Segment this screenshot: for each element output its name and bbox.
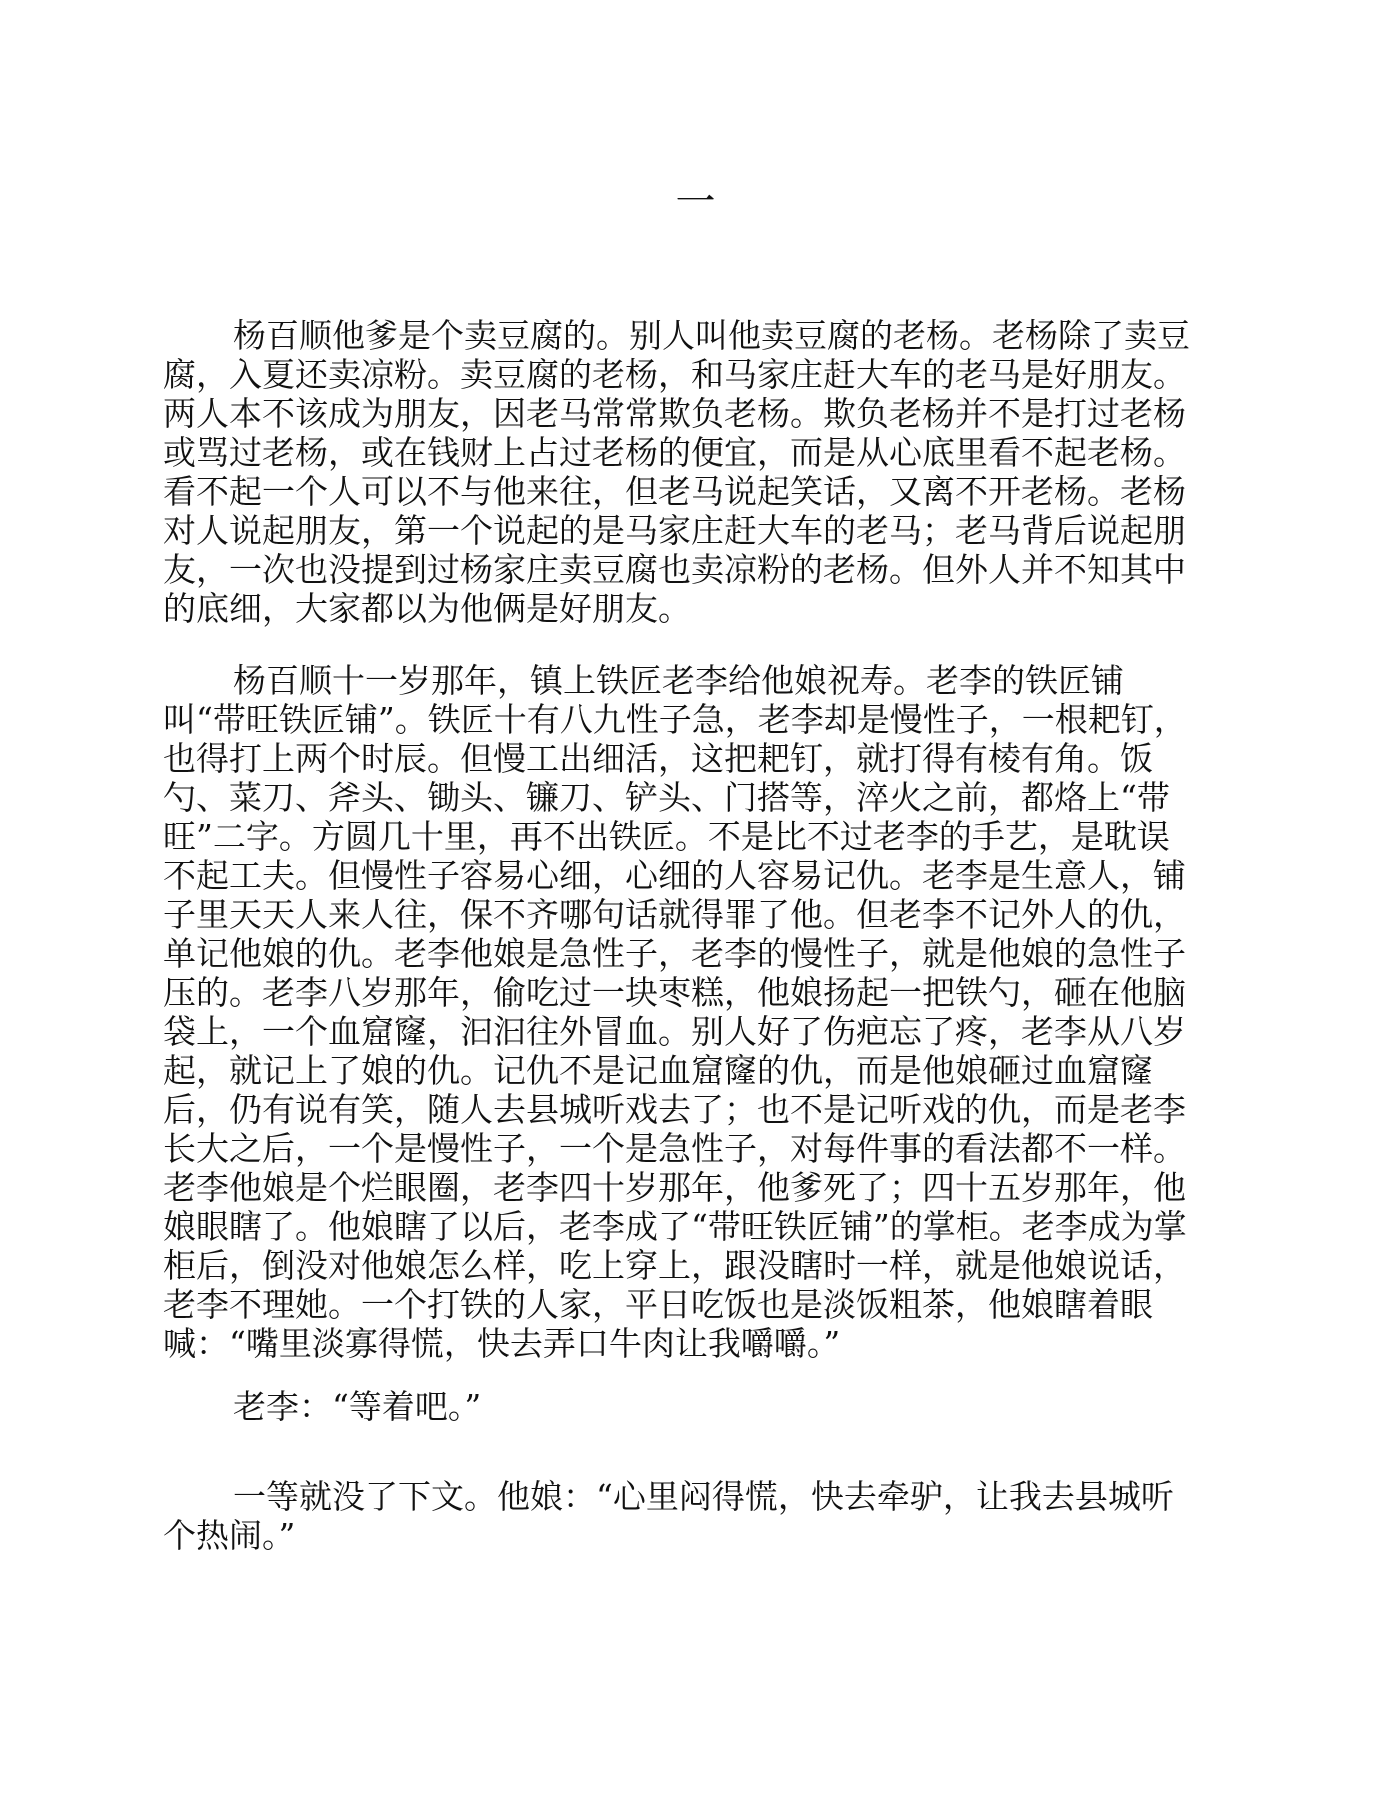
text-line: 腐，入夏还卖凉粉。卖豆腐的老杨，和马家庄赶大车的老马是好朋友。 bbox=[163, 355, 1186, 394]
chapter-title: 一 bbox=[675, 179, 716, 225]
text-line: 起，就记上了娘的仇。记仇不是记血窟窿的仇，而是他娘砸过血窟窿 bbox=[163, 1051, 1153, 1090]
text-line: 或骂过老杨，或在钱财上占过老杨的便宜，而是从心底里看不起老杨。 bbox=[163, 433, 1186, 472]
text-line: 两人本不该成为朋友，因老马常常欺负老杨。欺负老杨并不是打过老杨 bbox=[163, 394, 1186, 433]
text-line: 老李他娘是个烂眼圈，老李四十岁那年，他爹死了；四十五岁那年，他 bbox=[163, 1168, 1186, 1207]
paragraph-4 bbox=[163, 1477, 1213, 1555]
text-line: 杨百顺十一岁那年，镇上铁匠老李给他娘祝寿。老李的铁匠铺 bbox=[233, 661, 1124, 700]
text-line: 友，一次也没提到过杨家庄卖豆腐也卖凉粉的老杨。但外人并不知其中 bbox=[163, 550, 1186, 589]
text-line: 旺”二字。方圆几十里，再不出铁匠。不是比不过老李的手艺，是耽误 bbox=[163, 817, 1170, 856]
text-line: 单记他娘的仇。老李他娘是急性子，老李的慢性子，就是他娘的急性子 bbox=[163, 934, 1186, 973]
text-line: 长大之后，一个是慢性子，一个是急性子，对每件事的看法都不一样。 bbox=[163, 1129, 1186, 1168]
text-line: 老李：“等着吧。” bbox=[233, 1387, 482, 1426]
text-line: 对人说起朋友，第一个说起的是马家庄赶大车的老马；老马背后说起朋 bbox=[163, 511, 1186, 550]
text-line: 袋上，一个血窟窿，汩汩往外冒血。别人好了伤疤忘了疼，老李从八岁 bbox=[163, 1012, 1186, 1051]
text-line: 杨百顺他爹是个卖豆腐的。别人叫他卖豆腐的老杨。老杨除了卖豆 bbox=[233, 316, 1190, 355]
text-line: 不起工夫。但慢性子容易心细，心细的人容易记仇。老李是生意人，铺 bbox=[163, 856, 1186, 895]
text-line: 娘眼瞎了。他娘瞎了以后，老李成了“带旺铁匠铺”的掌柜。老李成为掌 bbox=[163, 1207, 1187, 1246]
text-line: 后，仍有说有笑，随人去县城听戏去了；也不是记听戏的仇，而是老李 bbox=[163, 1090, 1186, 1129]
paragraph-2 bbox=[163, 661, 1213, 1363]
text-line: 一等就没了下文。他娘：“心里闷得慌，快去牵驴，让我去县城听 bbox=[233, 1477, 1174, 1516]
text-line: 叫“带旺铁匠铺”。铁匠十有八九性子急，老李却是慢性子，一根耙钉， bbox=[163, 700, 1187, 739]
text-line: 个热闹。” bbox=[163, 1516, 296, 1555]
text-line: 勺、菜刀、斧头、锄头、镰刀、铲头、门搭等，淬火之前，都烙上“带 bbox=[163, 778, 1170, 817]
text-line: 的底细，大家都以为他俩是好朋友。 bbox=[163, 589, 691, 628]
text-line: 柜后，倒没对他娘怎么样，吃上穿上，跟没瞎时一样，就是他娘说话， bbox=[163, 1246, 1186, 1285]
text-line: 老李不理她。一个打铁的人家，平日吃饭也是淡饭粗茶，他娘瞎着眼 bbox=[163, 1285, 1153, 1324]
text-line: 喊：“嘴里淡寡得慌，快去弄口牛肉让我嚼嚼。” bbox=[163, 1324, 841, 1363]
text-line: 子里天天人来人往，保不齐哪句话就得罪了他。但老李不记外人的仇， bbox=[163, 895, 1186, 934]
text-line: 压的。老李八岁那年，偷吃过一块枣糕，他娘扬起一把铁勺，砸在他脑 bbox=[163, 973, 1186, 1012]
text-line: 看不起一个人可以不与他来往，但老马说起笑话，又离不开老杨。老杨 bbox=[163, 472, 1186, 511]
paragraph-3 bbox=[163, 1387, 1213, 1426]
paragraph-1 bbox=[163, 316, 1213, 628]
text-line: 也得打上两个时辰。但慢工出细活，这把耙钉，就打得有棱有角。饭 bbox=[163, 739, 1153, 778]
